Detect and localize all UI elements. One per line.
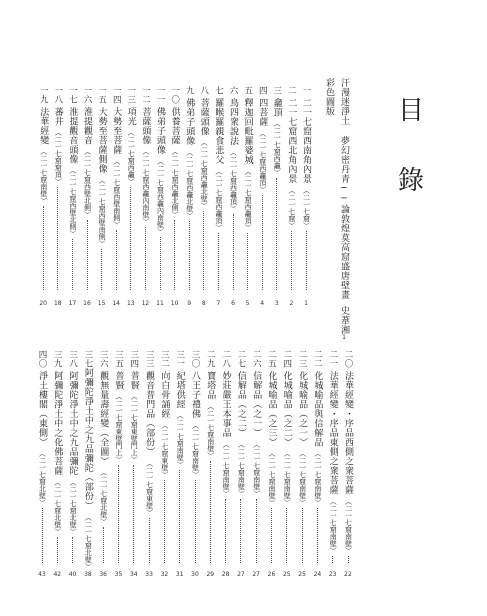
toc-entry-title: 法華經變・序品西側之衆菩薩 [343,371,353,495]
toc-entry-note: （二一七窟西龕內南壁） [156,157,165,235]
toc-entry-number: 一八 [52,86,63,104]
toc-entry-note: （二一七窟） [302,186,311,229]
dot-leader [203,211,204,290]
toc-entry-title: 法華經變 [38,107,49,145]
toc-entry-page: 40 [68,571,77,578]
title-char-2: 錄 [398,166,425,196]
toc-entry [168,86,182,292]
toc-entry-note: （二一七窟西龕內南壁） [141,148,150,225]
toc-entry-title: 龕頂 [271,98,282,117]
toc-entry-title: 菩薩頭像 [140,107,151,145]
title-char-1: 目 [398,96,425,126]
toc-entry [265,350,279,565]
toc-entry-note: （二一七窟） [287,186,296,229]
dot-leader [189,221,190,291]
toc-entry-page: 17 [68,300,77,307]
dot-leader [256,499,257,564]
toc-entry-note: （二一七窟北壁） [99,469,108,525]
toc-entry-note: （二一七窟南壁） [176,412,185,468]
toc-entry-page: 25 [298,571,306,578]
toc-entry-title: 羅睺羅親食悲父 [213,98,224,165]
toc-entry-title: 觀音普門品（部份） [144,371,155,457]
toc-entry-note: （二一七窟南壁） [39,148,48,204]
toc-entry-number: 五 [242,86,253,95]
dot-leader [240,499,241,564]
toc-entry-title: 四菩薩 [257,98,268,127]
toc-entry [142,350,156,565]
dot-leader [118,465,119,563]
toc-entry-number: 四〇 [37,350,47,368]
dot-leader [101,249,102,291]
toc-entry [173,350,187,565]
toc-entry-note: （二一七窟北壁） [84,513,93,570]
toc-entry-number: 三四 [128,350,139,368]
toc-entry-title: 二一七窟西北角內景 [286,98,297,184]
toc-entry-note: （二一七窟南壁） [313,450,322,506]
dot-leader [195,480,196,564]
toc-entry-number: 一五 [96,86,107,104]
dot-leader [332,556,333,564]
toc-entry [95,86,109,292]
toc-entry-page: 18 [53,300,62,307]
toc-entry-note: （二一七窟東壁門上） [130,393,139,463]
article-author: 史葦湘 [339,305,349,334]
dot-leader [179,470,180,563]
toc-entry-number: 四 [257,86,268,95]
toc-entry-title: 普賢 [128,371,139,390]
toc-entry-title: 菩薩頭像 [198,98,209,136]
toc-entry-page: 14 [112,300,121,307]
toc-entry-title: 妙莊嚴王本事品 [220,371,231,438]
toc-entry-number: 三〇 [190,350,200,368]
dot-leader [42,508,43,563]
toc-entry-title: 向白骨誦經 [159,371,170,419]
dot-leader [164,480,165,564]
toc-entry [36,86,50,292]
toc-entry-title: 供養菩薩 [169,107,180,145]
toc-entry-page: 34 [129,571,138,578]
toc-entry [299,86,313,292]
toc-entry-note: （二一七窟西壁南側） [112,157,121,228]
dot-leader [57,537,58,564]
toc-entry-page: 30 [191,571,199,578]
toc-entry-note: （二一七窟西龕） [273,120,282,176]
toc-entry-note: （二一七窟東壁門上） [115,393,123,463]
toc-entry-number: 一一 [155,86,165,104]
toc-entry-page: 15 [97,300,106,307]
toc-entry-title: 化城喻品與信解品 [312,371,323,447]
dot-leader [302,508,303,563]
toc-entry-title: 二一七窟西南角內景 [301,98,311,184]
dot-leader [72,239,73,290]
toc-entry-note: （二一七窟西龕北壁） [185,148,194,219]
toc-entry-page: 23 [328,571,337,578]
toc-entry-page: 2 [289,300,294,307]
toc-entry-number: 二一 [327,350,338,368]
toc-entry [284,86,298,292]
toc-entry [280,350,294,565]
toc-entry [51,86,65,292]
toc-entry-title: 寶塔品 [205,371,216,400]
toc-entry-number: 一〇 [169,86,180,104]
toc-entry-note: （二一七窟西龕頂） [258,129,267,193]
toc-entry [109,86,123,292]
toc-entry-page: 12 [141,300,150,307]
toc-entry-number: 七 [213,86,224,95]
toc-entry-number: 二五 [266,350,277,368]
dot-leader [133,465,134,563]
toc-entry-title: 淨土樓閣（東側） [37,371,47,447]
toc-entry-page: 22 [344,571,352,578]
toc-entry-title: 項光 [125,107,136,126]
dot-leader [87,220,88,290]
toc-entry-number: 三七 [82,350,93,368]
toc-entry-page: 27 [252,571,261,578]
toc-entry [211,86,225,292]
toc-entry-page: 26 [267,571,276,578]
toc-entry-number: 一九 [38,86,49,104]
dot-leader [317,508,318,563]
toc-entry-page: 33 [145,571,153,578]
toc-entry [127,350,141,565]
toc-entry-note: （二一七窟北壁） [38,450,47,506]
toc-entry-note: （二一七窟南壁） [283,450,292,506]
dot-leader [72,537,73,564]
toc-entry-number: 一七 [67,86,78,104]
toc-entry-title: 大勢至菩薩側像 [96,107,107,174]
toc-entry-note: （二一七窟東壁） [160,421,169,478]
toc-entry-title: 淮提觀音頭像 [67,107,78,164]
toc-entry-note: （二一七窟西龕頂） [214,167,223,231]
toc-entry-page: 31 [175,571,184,578]
toc-entry [96,350,110,565]
toc-entry-page: 4 [260,300,265,307]
toc-entry-page: 16 [83,300,91,307]
article-entry [337,78,351,341]
toc-entry-title: 化城喻品（之二） [281,371,292,447]
toc-entry-note: （二一七窟南壁） [206,402,215,459]
toc-entry-page: 43 [38,571,46,578]
section-heading-col [322,78,336,116]
toc-entry-number: 八 [198,86,209,95]
toc-entry [219,350,233,565]
dot-leader [271,508,272,563]
toc-entry-number: 二四 [281,350,292,368]
toc-entry [112,350,126,565]
dot-leader [348,556,349,564]
toc-entry-page: 1 [304,300,308,307]
dot-leader [247,233,248,291]
toc-entry-page: 32 [160,571,169,578]
dot-leader [286,508,287,563]
dot-leader [103,527,104,563]
toc-entry-page: 7 [216,300,221,307]
toc-entry-title: 觀無量壽經變（全圖） [98,371,109,466]
toc-entry-number: 二 [286,86,297,95]
dot-leader [291,231,292,291]
toc-entry-title: 佛弟子頭像 [155,107,165,155]
toc-entry-number: 一 [301,86,311,95]
toc-entry [124,86,138,292]
toc-entry-number: 一三 [125,86,136,104]
toc-entry-number: 二九 [205,350,216,368]
toc-entry-number: 三 [271,86,282,95]
toc-entry [270,86,284,292]
toc-entry-page: 10 [170,300,179,307]
toc-entry-note: （二一七窟西龕頂） [229,148,238,212]
toc-entry-number: 二八 [220,350,231,368]
toc-entry-page: 38 [84,571,92,578]
toc-entry-note: （二一七窟西壁北側） [83,148,92,218]
toc-entry-title: 淮提觀音 [82,107,92,145]
toc-entry [234,350,248,565]
toc-entry [80,86,94,292]
toc-entry-note: （二一七窟西壁北側） [68,167,77,237]
toc-entry [203,350,217,565]
toc-entry-note: （二一七窟西龕） [127,129,136,185]
dot-leader [225,499,226,564]
toc-entry [295,350,309,565]
toc-entry-number: 六 [228,86,238,95]
toc-entry-title: 信解品（之一） [251,371,262,438]
toc-entry-title: 阿彌陀淨土中之九品彌陀 [67,371,78,476]
toc-entry [35,350,49,565]
toc-entry-page: 9 [187,300,192,307]
toc-entry-title: 信解品（之二） [235,371,246,438]
section-heading: 彩色圖版 [324,78,334,116]
toc-entry-page: 11 [156,300,164,307]
toc-entry [241,86,255,292]
toc-entry-note: （二一七窟窟頂） [54,129,63,185]
toc-entry [341,350,355,565]
toc-entry-page: 3 [274,300,279,307]
toc-entry-note: （二一七窟北壁） [53,478,62,535]
article-title: 汗漫迷淨土 夢幻密丹青──論敦煌莫高窟盛唐壁畫 [339,78,349,300]
dot-leader [160,237,161,291]
toc-entry [249,350,263,565]
toc-entry [226,86,240,292]
toc-entry [182,86,196,292]
toc-entry-note: （二一七窟北壁） [69,478,78,535]
toc-entry-number: 二〇 [343,350,353,368]
toc-entry-number: 九 [184,86,195,95]
toc-entry-note: （二一七窟南壁） [329,497,338,554]
toc-entry-number: 一四 [111,86,122,104]
toc-entry-title: 法華經變・序品東側之衆菩薩 [327,371,338,495]
toc-entry [310,350,324,565]
toc-entry-number: 三三 [144,350,155,368]
toc-entry-page: 20 [39,300,48,307]
toc-entry [50,350,64,565]
toc-entry-number: 一六 [82,86,92,104]
toc-entry [153,86,167,292]
toc-entry-number: 三六 [98,350,109,368]
toc-entry-note: （二一七窟南壁） [191,421,200,478]
toc-entry-page: 13 [126,300,135,307]
toc-entry-page: 36 [99,571,108,578]
toc-entry-note: （二一七窟東壁） [145,459,154,516]
dot-leader [174,220,175,290]
toc-entry-note: （二一七窟西龕北側） [171,148,180,218]
toc-entry-number: 二六 [251,350,262,368]
toc-entry-number: 二三 [297,350,308,368]
toc-entry-page: 35 [114,571,123,578]
toc-entry-number: 三九 [52,350,63,368]
dot-leader [43,206,44,290]
toc-entry-number: 二二 [312,350,323,368]
toc-entry-note: （二一七窟南壁） [237,440,246,497]
dot-leader [233,214,234,291]
toc-entry-page: 25 [282,571,291,578]
toc-entry [157,350,171,565]
toc-entry-number: 三二 [159,350,170,368]
toc-entry [197,86,211,292]
toc-entry-note: （二一七窟西壁南側） [98,176,107,247]
dot-leader [306,231,307,291]
toc-entry-note: （二一七窟南壁） [252,440,261,497]
dot-leader [210,461,211,564]
toc-entry-title: 八王子禮佛 [190,371,200,419]
toc-entry-note: （二一七窟南壁） [222,440,231,497]
article-page: 1 [342,334,346,341]
toc-entry-page: 5 [245,300,250,307]
dot-leader [130,187,131,290]
toc-entry-title: 大勢至菩薩 [111,107,122,155]
dot-leader [218,233,219,291]
toc-entry-title: 普賢 [113,371,124,390]
toc-entry-note: （二一七窟南壁） [298,450,307,506]
toc-entry-number: 三一 [174,350,185,368]
toc-entry-title: 蕃井 [52,107,63,126]
toc-entry-number: 二七 [235,350,246,368]
toc-entry [65,86,79,292]
dot-leader [262,195,263,291]
toc-entry-page: 24 [313,571,322,578]
toc-entry-note: （二一七窟南壁） [268,450,276,506]
toc-entry-title: 化城喻品（之一） [297,371,308,447]
toc-entry-page: 27 [237,571,245,578]
dot-leader [276,178,277,290]
toc-entry [188,350,202,565]
toc-entry-note: （二一七窟西龕頂） [244,167,253,231]
dot-leader [149,518,150,564]
toc-entry [255,86,269,292]
toc-entry-note: （二一七窟南壁） [344,497,353,554]
toc-entry-title: 阿彌陀淨土中之化佛菩薩 [52,371,63,476]
toc-entry [138,86,152,292]
toc-entry [81,350,95,570]
toc-entry-number: 三五 [113,350,124,368]
toc-entry-title: 釋迦回毗羅婆城 [242,98,253,165]
toc-entry-page: 29 [206,571,215,578]
toc-entry-title: 阿彌陀淨土中之九品彌陀（部份） [82,368,93,511]
toc-entry-page: 42 [53,571,62,578]
toc-entry-title: 化城喻品（之三） [266,371,277,447]
toc-entry-title: 佛弟子頭像 [184,98,195,146]
toc-entry-page: 6 [231,300,235,307]
toc-entry-title: 紀塔供經 [174,371,185,409]
dot-leader [145,227,146,290]
toc-entry [66,350,80,565]
dot-leader [57,187,58,290]
toc-entry-note: （二一七窟西龕北壁） [200,139,209,209]
dot-leader [116,230,117,291]
toc-entry-number: 三八 [67,350,78,368]
toc-entry-number: 一二 [140,86,151,104]
toc-entry-page: 28 [221,571,230,578]
toc-entry-page: 8 [201,300,206,307]
toc-entry-title: 鳥四衆說法 [228,98,238,146]
toc-entry [326,350,340,565]
